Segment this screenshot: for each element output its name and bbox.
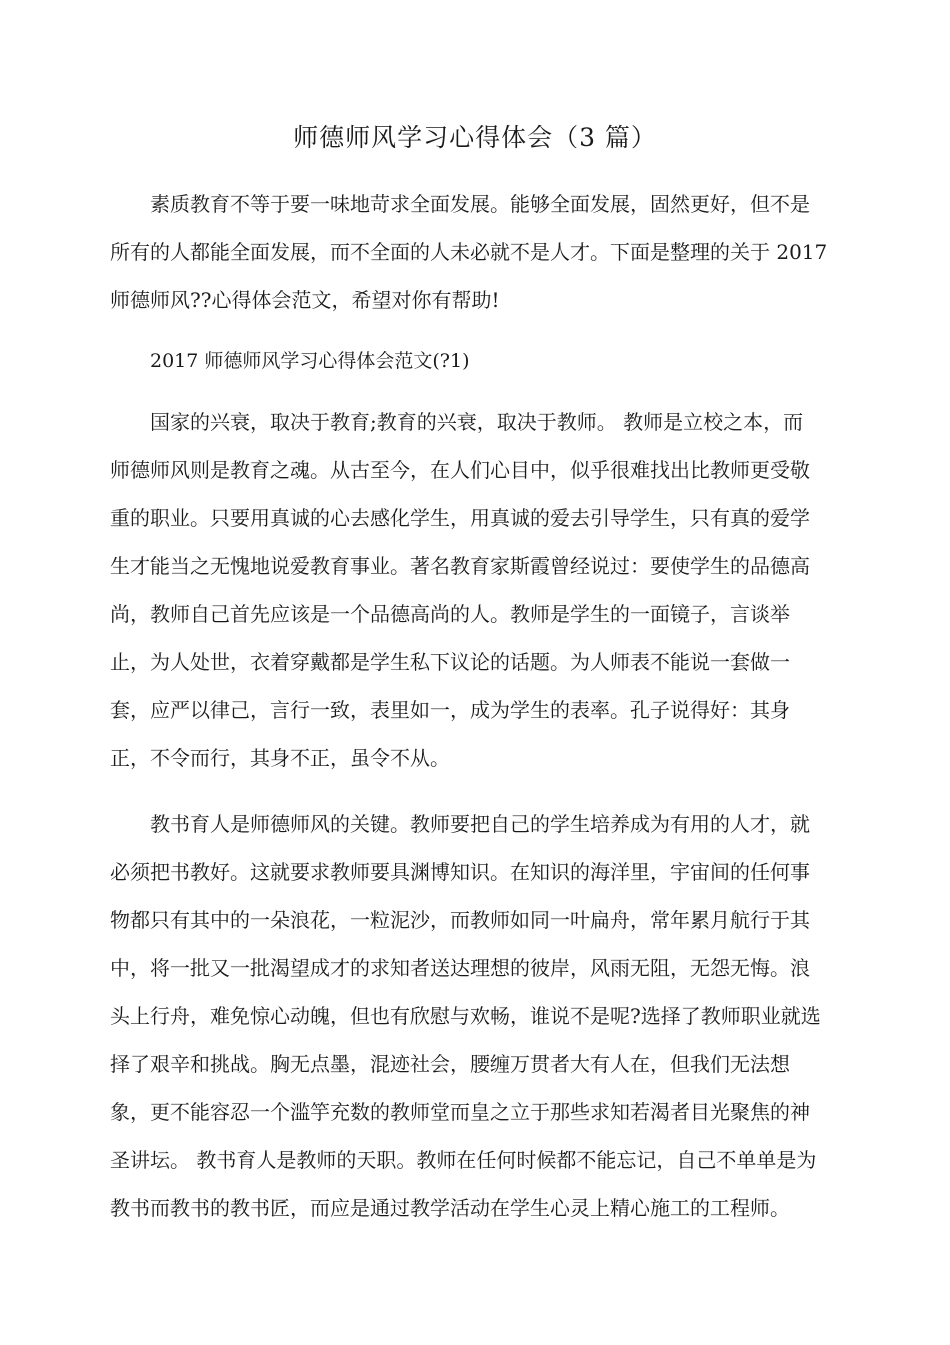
paragraph2-line-9: 教书而教书的教书匠，而应是通过教学活动在学生心灵上精心施工的工程师。 [110,1196,790,1220]
paragraph1-line-2: 师德师风则是教育之魂。从古至今，在人们心目中，似乎很难找出比教师更受敬 [110,458,810,482]
paragraph1-line-3: 重的职业。只要用真诚的心去感化学生，用真诚的爱去引导学生，只有真的爱学 [110,506,810,530]
paragraph2-line-6: 择了艰辛和挑战。胸无点墨，混迹社会，腰缠万贯者大有人在，但我们无法想 [110,1052,790,1076]
paragraph1-line-6: 止，为人处世，衣着穿戴都是学生私下议论的话题。为人师表不能说一套做一 [110,650,790,674]
paragraph1-line-1: 国家的兴衰，取决于教育;教育的兴衰，取决于教师。 教师是立校之本，而 [150,410,804,434]
intro-line-1: 素质教育不等于要一味地苛求全面发展。能够全面发展，固然更好，但不是 [150,192,810,216]
section-heading: 2017 师德师风学习心得体会范文(?1) [150,350,470,372]
paragraph2-line-8: 圣讲坛。 教书育人是教师的天职。教师在任何时候都不能忘记，自己不单单是为 [110,1148,817,1172]
intro-line-2: 所有的人都能全面发展，而不全面的人未必就不是人才。下面是整理的关于 2017 [110,240,828,264]
paragraph1-line-4: 生才能当之无愧地说爱教育事业。著名教育家斯霞曾经说过：要使学生的品德高 [110,554,810,578]
page-title: 师德师风学习心得体会（3 篇） [293,123,657,152]
intro-line-3: 师德师风??心得体会范文，希望对你有帮助! [110,288,500,312]
paragraph2-line-3: 物都只有其中的一朵浪花，一粒泥沙，而教师如同一叶扁舟，常年累月航行于其 [110,908,810,932]
paragraph1-line-5: 尚，教师自己首先应该是一个品德高尚的人。教师是学生的一面镜子，言谈举 [110,602,790,626]
paragraph2-line-5: 头上行舟，难免惊心动魄，但也有欣慰与欢畅，谁说不是呢?选择了教师职业就选 [110,1004,821,1028]
paragraph1-line-7: 套，应严以律己，言行一致，表里如一，成为学生的表率。孔子说得好：其身 [110,698,790,722]
paragraph2-line-7: 象，更不能容忍一个滥竽充数的教师堂而皇之立于那些求知若渴者目光聚焦的神 [110,1100,810,1124]
paragraph1-line-8: 正，不令而行，其身不正，虽令不从。 [110,746,450,770]
paragraph2-line-2: 必须把书教好。这就要求教师要具渊博知识。在知识的海洋里，宇宙间的任何事 [110,860,810,884]
paragraph2-line-4: 中，将一批又一批渴望成才的求知者送达理想的彼岸，风雨无阻，无怨无悔。浪 [110,956,810,980]
paragraph2-line-1: 教书育人是师德师风的关键。教师要把自己的学生培养成为有用的人才，就 [150,812,810,836]
